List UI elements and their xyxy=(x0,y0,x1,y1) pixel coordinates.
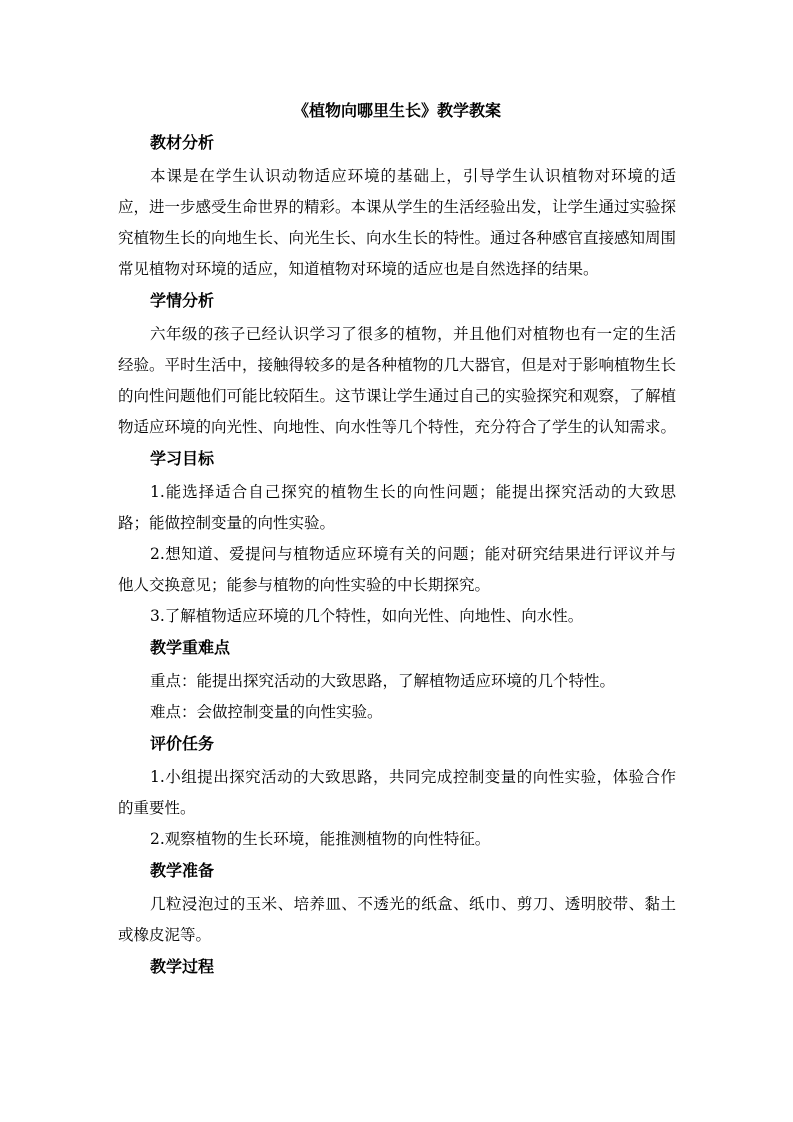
section-heading: 学习目标 xyxy=(150,449,215,468)
paragraph: 3.了解植物适应环境的几个特性，如向光性、向地性、向水性。 xyxy=(150,607,584,625)
paragraph: 1.小组提出探究活动的大致思路，共同完成控制变量的向性实验，体验合作的重要性。 xyxy=(118,768,676,817)
paragraph: 难点：会做控制变量的向性实验。 xyxy=(150,703,383,721)
paragraph: 重点：能提出探究活动的大致思路，了解植物适应环境的几个特性。 xyxy=(150,672,616,690)
paragraph: 1.能选择适合自己探究的植物生长的向性问题；能提出探究活动的大致思路；能做控制变量的向性实验。 xyxy=(118,483,676,532)
section-textbook-analysis xyxy=(118,130,676,285)
section-heading: 教学准备 xyxy=(150,861,215,880)
section-learning-objectives xyxy=(118,446,676,632)
document-page xyxy=(118,98,676,985)
paragraph: 六年级的孩子已经认识学习了很多的植物，并且他们对植物也有一定的生活经验。平时生活中，接触得较多的是各种植物的几大器官，但是对于影响植物生长的向性问题他们可能比较陌生。这节课让学生通过自己的实验探究和观察，了解植物适应环境的向光性、向地性、向水性等几个特性，充分符合了学生的认知需求。 xyxy=(118,325,677,436)
section-heading: 教材分析 xyxy=(150,133,215,152)
section-heading: 学情分析 xyxy=(150,291,215,310)
section-student-analysis xyxy=(118,288,676,443)
paragraph: 几粒浸泡过的玉米、培养皿、不透光的纸盒、纸巾、剪刀、透明胶带、黏土或橡皮泥等。 xyxy=(118,895,676,944)
section-teaching-preparation xyxy=(118,858,676,951)
section-teaching-process xyxy=(118,954,676,980)
document-title: 《植物向哪里生长》教学教案 xyxy=(292,101,501,120)
section-evaluation-tasks xyxy=(118,731,676,855)
section-heading: 评价任务 xyxy=(150,734,215,753)
paragraph: 本课是在学生认识动物适应环境的基础上，引导学生认识植物对环境的适应，进一步感受生命世界的精彩。本课从学生的生活经验出发，让学生通过实验探究植物生长的向地生长、向光生长、向水生长的特性。通过各种感官直接感知周围常见植物对环境的适应，知道植物对环境的适应也是自然选择的结果。 xyxy=(118,167,677,278)
section-heading: 教学重难点 xyxy=(150,638,231,657)
paragraph: 2.想知道、爱提问与植物适应环境有关的问题；能对研究结果进行评议并与他人交换意见；能参与植物的向性实验的中长期探究。 xyxy=(118,545,676,594)
section-key-difficult-points xyxy=(118,635,676,728)
paragraph: 2.观察植物的生长环境，能推测植物的向性特征。 xyxy=(150,830,491,848)
section-heading: 教学过程 xyxy=(150,957,215,976)
